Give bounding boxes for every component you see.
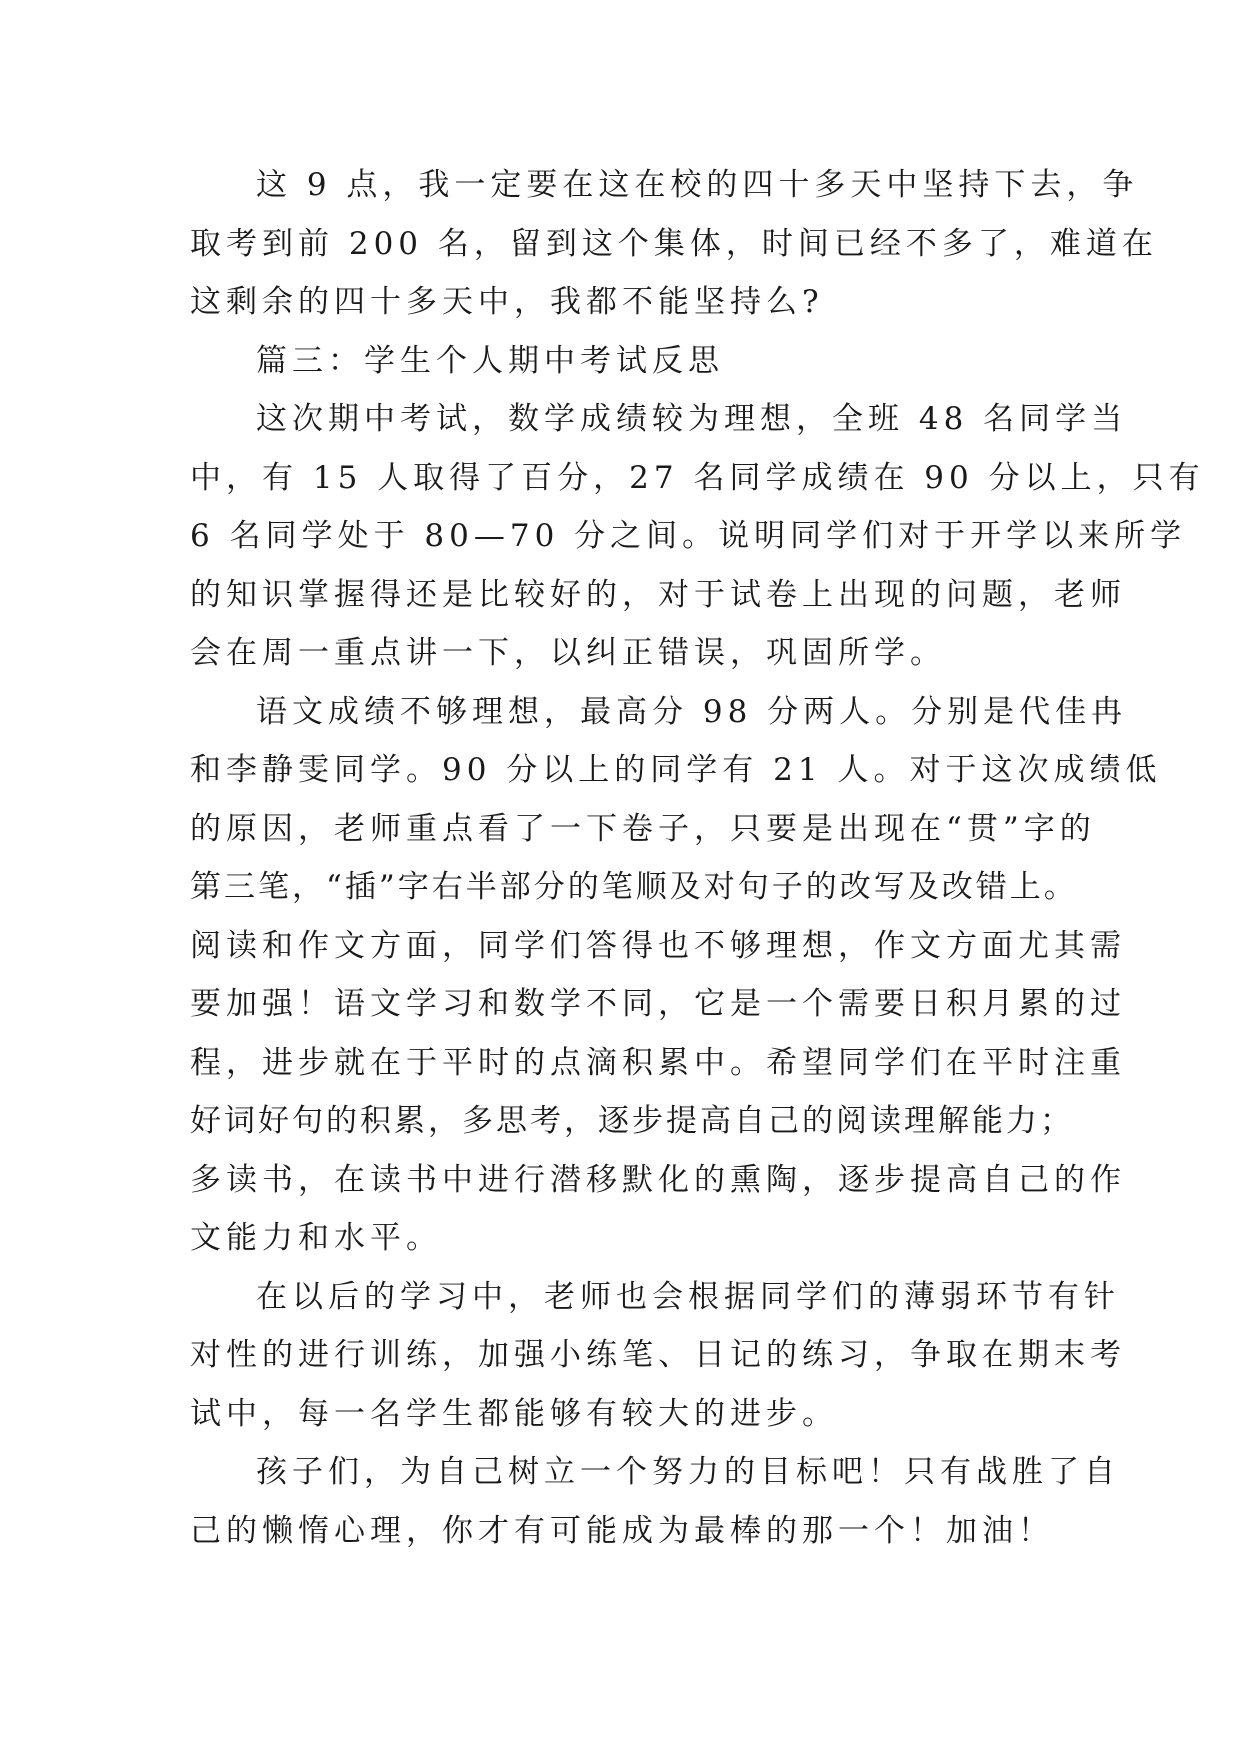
text-line: 己的懒惰心理，你才有可能成为最棒的那一个！加油！ [190,1512,1054,1549]
paragraph-1 [190,156,1158,332]
paragraph-chinese-results [190,683,1162,1268]
heading-text: 篇三：学生个人期中考试反思 [256,342,724,379]
text-line: 中，有 15 人取得了百分，27 名同学成绩在 90 分以上，只有 [190,459,1205,496]
paragraph-encouragement [190,1443,1120,1560]
text-line: 会在周一重点讲一下，以纠正错误，巩固所学。 [190,635,946,671]
text-line: 这剩余的四十多天中，我都不能坚持么? [190,284,824,320]
text-line: 和李静雯同学。90 分以上的同学有 21 人。对于这次成绩低 [190,752,1162,788]
text-line: 多读书，在读书中进行潜移默化的熏陶，逐步提高自己的作 [190,1161,1126,1198]
text-line: 取考到前 200 名，留到这个集体，时间已经不多了，难道在 [190,225,1158,262]
text-line: 第三笔，“插”字右半部分的笔顺及对句子的改写及改错上。 [190,869,1078,905]
text-line: 这 9 点，我一定要在这在校的四十多天中坚持下去，争 [256,167,1139,203]
text-line: 在以后的学习中，老师也会根据同学们的薄弱环节有针 [256,1278,1120,1315]
paragraph-future-plans [190,1268,1126,1444]
document-body [190,156,1205,1560]
text-line: 的原因，老师重点看了一下卷子，只要是出现在“贯”字的 [190,810,1096,847]
text-line: 语文成绩不够理想，最高分 98 分两人。分别是代佳冉 [256,693,1128,730]
text-line: 6 名同学处于 80—70 分之间。说明同学们对于开学以来所学 [190,518,1187,554]
text-line: 这次期中考试，数学成绩较为理想，全班 48 名同学当 [256,401,1128,437]
section-heading [190,332,1070,391]
text-line: 孩子们，为自己树立一个努力的目标吧！只有战胜了自 [256,1454,1120,1490]
paragraph-math-results [190,390,1205,683]
text-line: 文能力和水平。 [190,1220,442,1256]
text-line: 要加强！语文学习和数学不同，它是一个需要日积月累的过 [190,986,1126,1022]
text-line: 的知识掌握得还是比较好的，对于试卷上出现的问题，老师 [190,576,1126,613]
text-line: 阅读和作文方面，同学们答得也不够理想，作文方面尤其需 [190,927,1126,964]
text-line: 试中，每一名学生都能够有较大的进步。 [190,1395,838,1432]
text-line: 程，进步就在于平时的点滴积累中。希望同学们在平时注重 [190,1044,1126,1081]
text-line: 好词好句的积累，多思考，逐步提高自己的阅读理解能力； [190,1103,1074,1139]
text-line: 对性的进行训练，加强小练笔、日记的练习，争取在期末考 [190,1337,1126,1373]
